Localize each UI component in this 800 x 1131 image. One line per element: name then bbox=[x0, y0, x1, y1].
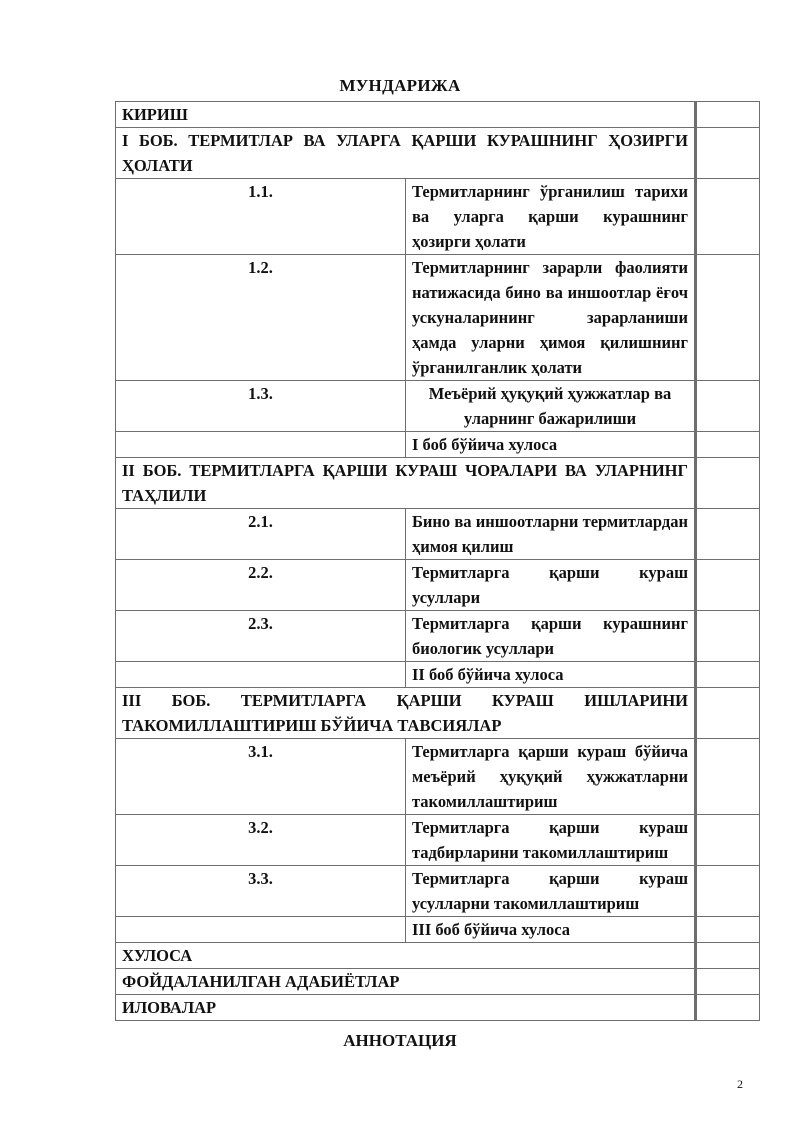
toc-item-title: I боб бўйича хулоса bbox=[406, 432, 696, 458]
toc-item-number: 1.3. bbox=[116, 381, 406, 432]
toc-page-cell bbox=[696, 255, 760, 381]
toc-item-number: 1.1. bbox=[116, 179, 406, 255]
toc-page-cell bbox=[696, 917, 760, 943]
toc-section-title: II БОБ. ТЕРМИТЛАРГА ҚАРШИ КУРАШ ЧОРАЛАРИ ВА УЛАРНИНГ ТАҲЛИЛИ bbox=[116, 458, 696, 509]
toc-item-title: III боб бўйича хулоса bbox=[406, 917, 696, 943]
toc-item-row bbox=[116, 509, 760, 560]
toc-section-title: III БОБ. ТЕРМИТЛАРГА ҚАРШИ КУРАШ ИШЛАРИНИ ТАКОМИЛЛАШТИРИШ БЎЙИЧА ТАВСИЯЛАР bbox=[116, 688, 696, 739]
toc-item-title: Бино ва иншоотларни термитлардан ҳимоя қилиш bbox=[406, 509, 696, 560]
toc-body bbox=[116, 102, 760, 1021]
toc-section-title: ХУЛОСА bbox=[116, 943, 696, 969]
toc-page-cell bbox=[696, 458, 760, 509]
toc-page-cell bbox=[696, 943, 760, 969]
toc-item-number bbox=[116, 917, 406, 943]
toc-page-cell bbox=[696, 509, 760, 560]
toc-section-row bbox=[116, 969, 760, 995]
toc-section-title: ИЛОВАЛАР bbox=[116, 995, 696, 1021]
toc-item-title: Термитларга қарши кураш бўйича меъёрий ҳуқуқий ҳужжатларни такомиллаштириш bbox=[406, 739, 696, 815]
toc-page-cell bbox=[696, 995, 760, 1021]
toc-page-cell bbox=[696, 611, 760, 662]
toc-page-cell bbox=[696, 128, 760, 179]
toc-page-cell bbox=[696, 866, 760, 917]
toc-item-row bbox=[116, 917, 760, 943]
toc-page-cell bbox=[696, 432, 760, 458]
toc-section-title: ФОЙДАЛАНИЛГАН АДАБИЁТЛАР bbox=[116, 969, 696, 995]
toc-item-title: Термитларга қарши кураш тадбирларини такомиллаштириш bbox=[406, 815, 696, 866]
toc-item-number: 3.1. bbox=[116, 739, 406, 815]
toc-item-row bbox=[116, 560, 760, 611]
toc-item-number bbox=[116, 662, 406, 688]
page-number: 2 bbox=[737, 1077, 743, 1091]
toc-section-row bbox=[116, 943, 760, 969]
toc-item-title: Меъёрий ҳуқуқий ҳужжатлар ва уларнинг бажарилиши bbox=[406, 381, 696, 432]
toc-section-title: КИРИШ bbox=[116, 102, 696, 128]
toc-item-row bbox=[116, 179, 760, 255]
toc-item-title: Термитларга қарши кураш усуллари bbox=[406, 560, 696, 611]
toc-item-row bbox=[116, 866, 760, 917]
toc-page-cell bbox=[696, 815, 760, 866]
toc-page-cell bbox=[696, 688, 760, 739]
toc-item-number bbox=[116, 432, 406, 458]
toc-item-row bbox=[116, 662, 760, 688]
toc-item-row bbox=[116, 255, 760, 381]
toc-item-title: II боб бўйича хулоса bbox=[406, 662, 696, 688]
table-of-contents bbox=[115, 101, 760, 1021]
toc-item-row bbox=[116, 739, 760, 815]
toc-item-number: 2.2. bbox=[116, 560, 406, 611]
toc-section-row bbox=[116, 688, 760, 739]
toc-item-title: Термитларга қарши курашнинг биологик усуллари bbox=[406, 611, 696, 662]
toc-item-number: 2.1. bbox=[116, 509, 406, 560]
toc-item-row bbox=[116, 611, 760, 662]
toc-page-cell bbox=[696, 662, 760, 688]
toc-item-row bbox=[116, 381, 760, 432]
toc-item-row bbox=[116, 815, 760, 866]
toc-page-cell bbox=[696, 560, 760, 611]
toc-page-cell bbox=[696, 969, 760, 995]
toc-section-row bbox=[116, 102, 760, 128]
toc-page-cell bbox=[696, 179, 760, 255]
toc-section-row bbox=[116, 458, 760, 509]
toc-section-title: I БОБ. ТЕРМИТЛАР ВА УЛАРГА ҚАРШИ КУРАШНИНГ ҲОЗИРГИ ҲОЛАТИ bbox=[116, 128, 696, 179]
toc-item-number: 3.3. bbox=[116, 866, 406, 917]
toc-page-cell bbox=[696, 739, 760, 815]
toc-item-title: Термитларнинг ўрганилиш тарихи ва уларга қарши курашнинг ҳозирги ҳолати bbox=[406, 179, 696, 255]
toc-item-title: Термитларга қарши кураш усулларни такомиллаштириш bbox=[406, 866, 696, 917]
annotation-heading: АННОТАЦИЯ bbox=[343, 1031, 457, 1050]
toc-item-row bbox=[116, 432, 760, 458]
toc-page-cell bbox=[696, 381, 760, 432]
toc-section-row bbox=[116, 128, 760, 179]
page-title: МУНДАРИЖА bbox=[339, 76, 461, 95]
toc-item-number: 1.2. bbox=[116, 255, 406, 381]
toc-page-cell bbox=[696, 102, 760, 128]
toc-item-number: 2.3. bbox=[116, 611, 406, 662]
toc-item-number: 3.2. bbox=[116, 815, 406, 866]
toc-section-row bbox=[116, 995, 760, 1021]
toc-item-title: Термитларнинг зарарли фаолияти натижасида бино ва иншоотлар ёғоч ускуналарининг зарарланиши ҳамда уларни ҳимоя қилишнинг ўрганилганлик ҳолати bbox=[406, 255, 696, 381]
